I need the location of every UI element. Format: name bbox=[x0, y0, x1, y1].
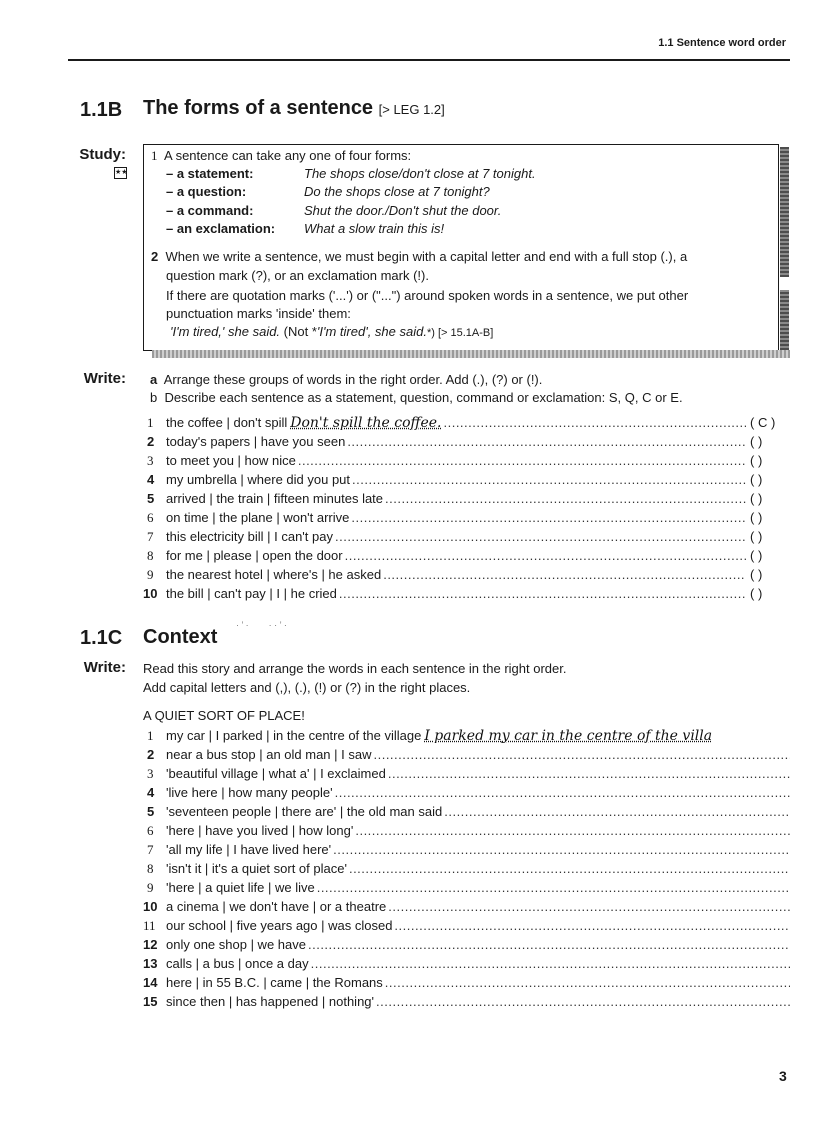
item-number: 14 bbox=[143, 975, 158, 990]
item-number: 1 bbox=[147, 415, 154, 430]
exercise-b-item-8 bbox=[147, 547, 790, 564]
item-prompt: a cinema | we don't have | or a theatre bbox=[166, 899, 387, 914]
item-type-answer[interactable]: ( ) bbox=[750, 472, 763, 487]
answer-line[interactable] bbox=[335, 784, 790, 801]
item-number: 3 bbox=[147, 453, 154, 468]
answer-line[interactable] bbox=[385, 974, 790, 991]
item-number: 2 bbox=[147, 747, 155, 762]
item-number: 8 bbox=[147, 861, 154, 876]
example-not-prefix: (Not * bbox=[283, 324, 317, 339]
study-label: Study: bbox=[79, 146, 126, 163]
answer-line[interactable] bbox=[335, 528, 746, 545]
study-point-2 bbox=[151, 249, 687, 265]
form-statement bbox=[166, 166, 536, 182]
item-prompt: only one shop | we have bbox=[166, 937, 306, 952]
answer-line[interactable] bbox=[355, 822, 790, 839]
item-prompt: the bill | can't pay | I | he cried bbox=[166, 586, 337, 601]
answer-line[interactable] bbox=[388, 765, 790, 782]
answer-line[interactable] bbox=[444, 803, 790, 820]
section-title-1-1c: Context bbox=[143, 626, 218, 648]
answer-line[interactable] bbox=[373, 746, 790, 763]
exercise-b-item-4 bbox=[147, 471, 790, 488]
item-number: 4 bbox=[147, 472, 155, 487]
point-number: 1 bbox=[151, 148, 158, 163]
item-prompt: the coffee | don't spill bbox=[166, 415, 288, 430]
form-label: – a question: bbox=[166, 184, 247, 199]
answer-line[interactable] bbox=[311, 955, 790, 972]
write-label-b: Write: bbox=[83, 370, 126, 387]
instruction-letter: a bbox=[150, 372, 158, 387]
header-rule bbox=[68, 59, 790, 61]
item-number: 1 bbox=[147, 728, 154, 743]
example-not-suffix: *) [> 15.1A-B] bbox=[426, 327, 494, 339]
item-number: 6 bbox=[147, 823, 154, 838]
exercise-c-item-6 bbox=[147, 822, 790, 839]
exercise-b-item-2 bbox=[147, 433, 790, 450]
context-instruction-line2: Add capital letters and (,), (.), (!) or (?) in the right places. bbox=[143, 680, 471, 695]
box-shadow-right-lower bbox=[780, 290, 789, 358]
item-type-answer[interactable]: ( ) bbox=[750, 491, 763, 506]
item-type-answer[interactable]: ( ) bbox=[750, 567, 763, 582]
item-type-answer[interactable]: ( ) bbox=[750, 586, 763, 601]
form-question bbox=[166, 184, 490, 200]
answer-line[interactable] bbox=[317, 879, 790, 896]
item-prompt: calls | a bus | once a day bbox=[166, 956, 309, 971]
exercise-c-item-12 bbox=[143, 936, 790, 953]
answer-line[interactable] bbox=[394, 917, 790, 934]
exercise-b-item-5 bbox=[147, 490, 790, 507]
exercise-b-item-3 bbox=[147, 452, 790, 469]
item-prompt: 'isn't it | it's a quiet sort of place' bbox=[166, 861, 347, 876]
example-correct: 'I'm tired,' she said. bbox=[170, 324, 281, 339]
section-title-1-1b bbox=[143, 97, 445, 120]
form-example: What a slow train this is! bbox=[304, 221, 445, 236]
answer-line[interactable] bbox=[339, 585, 746, 602]
exercise-c-item-14 bbox=[143, 974, 790, 991]
item-type-answer[interactable]: ( ) bbox=[750, 548, 763, 563]
instruction-text: Arrange these groups of words in the right order. Add (.), (?) or (!). bbox=[163, 372, 543, 387]
form-example: Shut the door./Don't shut the door. bbox=[304, 203, 502, 218]
item-number: 15 bbox=[143, 994, 158, 1009]
exercise-c-item-8 bbox=[147, 860, 790, 877]
quotation-example bbox=[170, 324, 493, 341]
item-prompt: 'here | have you lived | how long' bbox=[166, 823, 354, 838]
example-incorrect: 'I'm tired', she said. bbox=[316, 324, 427, 339]
page-number: 3 bbox=[779, 1068, 787, 1084]
item-prompt: on time | the plane | won't arrive bbox=[166, 510, 350, 525]
item-answer[interactable]: Don't spill the coffee. bbox=[290, 415, 442, 431]
answer-line[interactable] bbox=[333, 841, 790, 858]
item-prompt: since then | has happened | nothing' bbox=[166, 994, 375, 1009]
study-point-1 bbox=[151, 148, 411, 164]
item-prompt: to meet you | how nice bbox=[166, 453, 296, 468]
answer-line[interactable] bbox=[298, 452, 746, 469]
item-prompt: today's papers | have you seen bbox=[166, 434, 346, 449]
item-prompt: for me | please | open the door bbox=[166, 548, 343, 563]
exercise-b-item-9 bbox=[147, 566, 790, 583]
item-type-answer[interactable]: ( ) bbox=[750, 434, 763, 449]
exercise-b-item-10 bbox=[143, 585, 790, 602]
point-text-line1: When we write a sentence, we must begin with a capital letter and end with a full stop (.), a bbox=[165, 249, 688, 264]
item-type-answer[interactable]: ( C ) bbox=[750, 415, 776, 430]
form-label: – an exclamation: bbox=[166, 221, 276, 236]
item-number: 12 bbox=[143, 937, 158, 952]
item-number: 5 bbox=[147, 491, 155, 506]
exercise-b-item-6 bbox=[147, 509, 790, 526]
answer-line[interactable] bbox=[347, 433, 746, 450]
item-prompt: here | in 55 B.C. | came | the Romans bbox=[166, 975, 383, 990]
item-prompt: near a bus stop | an old man | I saw bbox=[166, 747, 372, 762]
context-instruction-line1: Read this story and arrange the words in each sentence in the right order. bbox=[143, 661, 567, 676]
answer-line[interactable] bbox=[385, 490, 746, 507]
answer-line[interactable] bbox=[443, 414, 746, 431]
item-prompt: arrived | the train | fifteen minutes late bbox=[166, 491, 384, 506]
exercise-c-item-1 bbox=[147, 727, 790, 744]
item-number: 7 bbox=[147, 529, 154, 544]
item-number: 5 bbox=[147, 804, 155, 819]
item-prompt: our school | five years ago | was closed bbox=[166, 918, 393, 933]
item-type-answer[interactable]: ( ) bbox=[750, 510, 763, 525]
item-prompt: my car | I parked | in the centre of the village bbox=[166, 728, 422, 743]
item-number: 6 bbox=[147, 510, 154, 525]
box-shadow-right bbox=[780, 147, 789, 277]
story-title: A QUIET SORT OF PLACE! bbox=[143, 708, 305, 723]
item-number: 13 bbox=[143, 956, 158, 971]
form-label: – a statement: bbox=[166, 166, 254, 181]
running-header: 1.1 Sentence word order bbox=[658, 37, 786, 49]
item-prompt: this electricity bill | I can't pay bbox=[166, 529, 333, 544]
exercise-c-item-10 bbox=[143, 898, 790, 915]
exercise-c-item-5 bbox=[147, 803, 790, 820]
exercise-c-item-9 bbox=[147, 879, 790, 896]
point-text-line2: question mark (?), or an exclamation mark (!). bbox=[166, 268, 429, 283]
item-number: 9 bbox=[147, 567, 154, 582]
answer-line[interactable] bbox=[349, 860, 790, 877]
exercise-c-item-13 bbox=[143, 955, 790, 972]
item-prompt: 'here | a quiet life | we live bbox=[166, 880, 315, 895]
item-number: 7 bbox=[147, 842, 154, 857]
exercise-c-item-3 bbox=[147, 765, 790, 782]
item-type-answer[interactable]: ( ) bbox=[750, 529, 763, 544]
point-text-line3: If there are quotation marks ('...') or ("...") around spoken words in a sentence, we put other bbox=[166, 288, 689, 303]
exercise-b-item-1 bbox=[147, 414, 790, 431]
form-example: The shops close/don't close at 7 tonight. bbox=[304, 166, 536, 181]
exercise-b-item-7 bbox=[147, 528, 790, 545]
item-number: 4 bbox=[147, 785, 155, 800]
answer-line[interactable] bbox=[351, 509, 746, 526]
form-exclamation bbox=[166, 221, 444, 237]
item-number: 2 bbox=[147, 434, 155, 449]
exercise-c-item-2 bbox=[147, 746, 790, 763]
answer-line[interactable] bbox=[345, 547, 746, 564]
point-text: A sentence can take any one of four forms: bbox=[164, 148, 412, 163]
exercise-c-item-7 bbox=[147, 841, 790, 858]
item-number: 11 bbox=[143, 918, 156, 933]
instruction-text: Describe each sentence as a statement, question, command or exclamation: S, Q, C or E. bbox=[164, 390, 683, 405]
item-number: 3 bbox=[147, 766, 154, 781]
difficulty-star-icon: ★★ bbox=[114, 167, 127, 179]
answer-line[interactable] bbox=[383, 566, 746, 583]
form-command bbox=[166, 203, 501, 219]
item-prompt: 'all my life | I have lived here' bbox=[166, 842, 332, 857]
exercise-c-item-11 bbox=[143, 917, 790, 934]
form-example: Do the shops close at 7 tonight? bbox=[304, 184, 490, 199]
item-type-answer[interactable]: ( ) bbox=[750, 453, 763, 468]
section-reference: [> LEG 1.2] bbox=[378, 102, 445, 117]
item-answer[interactable]: I parked my car in the centre of the villa bbox=[424, 728, 713, 744]
item-number: 10 bbox=[143, 899, 158, 914]
item-number: 10 bbox=[143, 586, 158, 601]
item-number: 9 bbox=[147, 880, 154, 895]
answer-line[interactable] bbox=[376, 993, 790, 1010]
section-title-text: The forms of a sentence bbox=[143, 97, 374, 119]
exercise-c-item-4 bbox=[147, 784, 790, 801]
item-prompt: 'live here | how many people' bbox=[166, 785, 333, 800]
section-number-1-1c: 1.1C bbox=[80, 627, 123, 649]
item-prompt: the nearest hotel | where's | he asked bbox=[166, 567, 382, 582]
print-speck-marks: · ’ · · · ’ · bbox=[236, 620, 287, 630]
form-label: – a command: bbox=[166, 203, 254, 218]
point-text-line4: punctuation marks 'inside' them: bbox=[166, 306, 351, 321]
instruction-a bbox=[150, 372, 542, 388]
exercise-c-item-15 bbox=[143, 993, 790, 1010]
instruction-letter: b bbox=[150, 390, 158, 405]
answer-line[interactable] bbox=[388, 898, 790, 915]
write-label-c: Write: bbox=[83, 659, 126, 676]
point-number: 2 bbox=[151, 249, 159, 264]
answer-line[interactable] bbox=[308, 936, 790, 953]
answer-line[interactable] bbox=[352, 471, 746, 488]
item-prompt: 'beautiful village | what a' | I exclaimed bbox=[166, 766, 386, 781]
section-number-1-1b: 1.1B bbox=[80, 99, 123, 121]
instruction-b bbox=[150, 390, 683, 406]
box-shadow-bottom bbox=[152, 350, 790, 358]
item-prompt: my umbrella | where did you put bbox=[166, 472, 351, 487]
item-prompt: 'seventeen people | there are' | the old man said bbox=[166, 804, 443, 819]
item-number: 8 bbox=[147, 548, 154, 563]
